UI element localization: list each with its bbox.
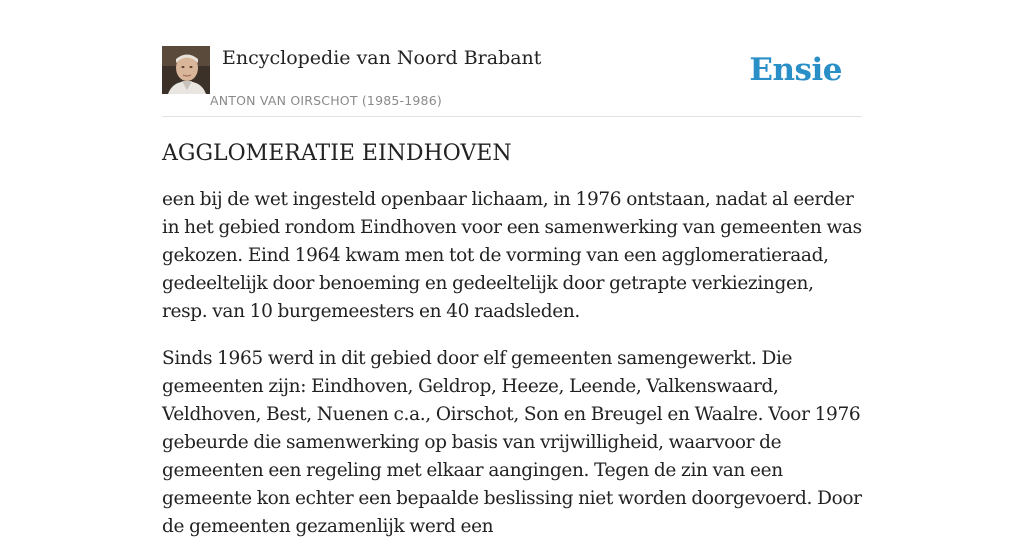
author-link[interactable]: ANTON VAN OIRSCHOT (1985-1986) [210, 93, 442, 108]
article-headword: AGGLOMERATIE EINDHOVEN [162, 141, 512, 166]
article-paragraph: Sinds 1965 werd in dit gebied door elf gemeenten samengewerkt. Die gemeenten zijn: Eindhoven, Geldrop, Heeze, Leende, Valkenswaard, Veldhoven, Best, Nuenen c.a., Oirschot, Son en Breugel en Waalre. Voor 1976 gebeurde die samenwerking op basis van vrijwilligheid, waarvoor de gemeenten een regeling met elkaar aangingen. Tegen de zin van een gemeente kon echter een bepaalde beslissing niet worden doorgevoerd. Door de gemeenten gezamenlijk werd een [162, 348, 862, 537]
source-header [162, 46, 862, 117]
article [162, 138, 862, 560]
brand-logo[interactable]: Ensie [749, 52, 842, 88]
article-paragraph: een bij de wet ingesteld openbaar lichaam, in 1976 ontstaan, nadat al eerder in het gebied rondom Eindhoven voor een samenwerking van gemeenten was gekozen. Eind 1964 kwam men tot de vorming van een agglomeratieraad, gedeeltelijk door benoeming en gedeeltelijk door getrapte verkiezingen, resp. van 10 burgemeesters en 40 raadsleden. [162, 189, 862, 322]
author-avatar[interactable] [162, 46, 210, 94]
book-title[interactable]: Encyclopedie van Noord Brabant [222, 47, 542, 69]
